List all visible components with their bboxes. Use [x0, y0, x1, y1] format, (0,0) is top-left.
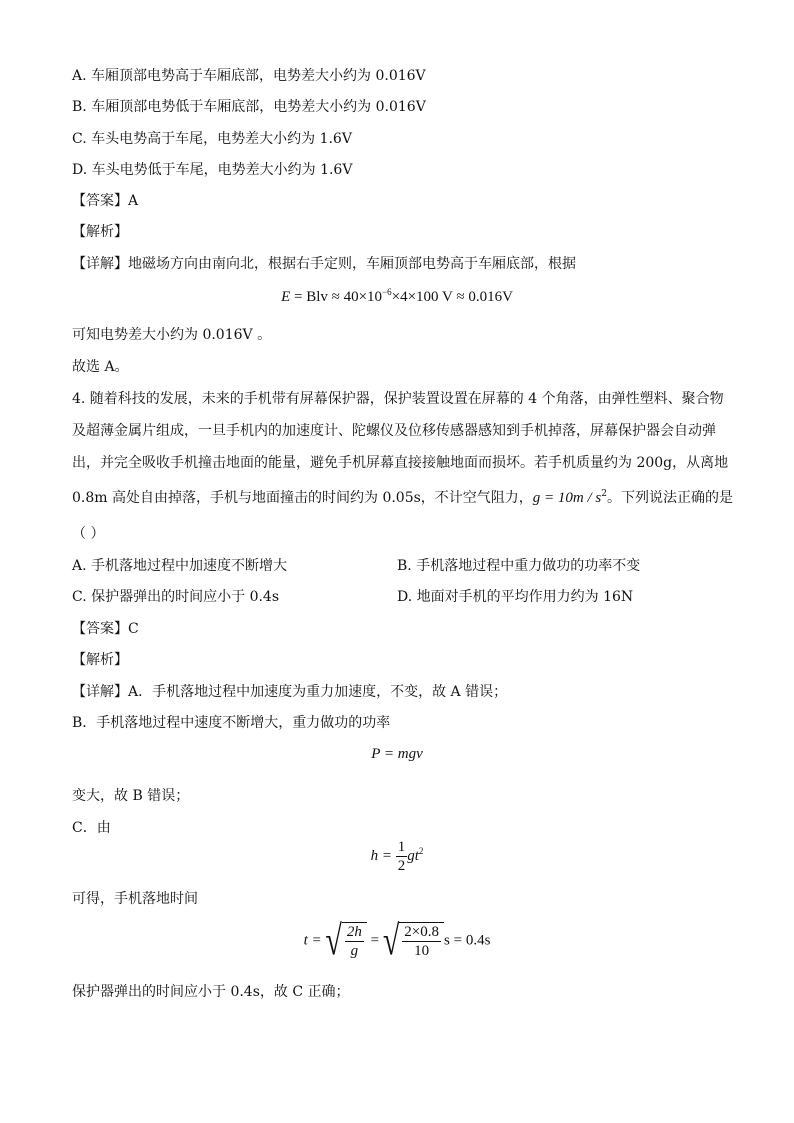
q4-line-5: （ ） [72, 526, 105, 542]
answer-q4: 【答案】C [72, 621, 139, 637]
analysis-label-q4: 【解析】 [72, 652, 128, 668]
option-d-prev: D. 车头电势低于车尾，电势差大小约为 1.6V [72, 162, 353, 178]
q4-option-a: A. 手机落地过程中加速度不断增大 [72, 558, 288, 574]
q4-line-4: 0.8m 高处自由掉落，手机与地面撞击的时间约为 0.05s，不计空气阻力，$g = 10m / s^2$。下列说法正确的是 [72, 489, 733, 506]
detail-b-q4: B．手机落地过程中速度不断增大，重力做功的功率 [72, 715, 391, 731]
q4-line-2: 及超薄金属片组成，一旦手机内的加速度计、陀螺仪及位移传感器感知到手机掉落，屏幕保护器会自动弹 [72, 423, 716, 439]
detail-a-q4: 【详解】A．手机落地过程中加速度为重力加速度，不变，故 A 错误； [72, 684, 508, 700]
conclusion-q4: 保护器弹出的时间应小于 0.4s，故 C 正确； [72, 984, 350, 1000]
formula-e: E = Blv ≈ $40\times 10^{-6}\times 4\times 100$ V ≈ 0.016V [281, 287, 513, 305]
formula-p: P = mgv [371, 746, 423, 762]
answer-prev: 【答案】A [72, 193, 139, 209]
conclusion-prev: 可知电势差大小约为 0.016V 。 [72, 327, 272, 343]
option-a-prev: A. 车厢顶部电势高于车厢底部，电势差大小约为 0.016V [72, 68, 426, 84]
q4-option-d: D. 地面对手机的平均作用力约为 16N [397, 589, 634, 605]
option-b-prev: B. 车厢顶部电势低于车厢底部，电势差大小约为 0.016V [72, 99, 426, 115]
choice-prev: 故选 A。 [72, 359, 129, 375]
formula-h: h = $\frac{1}{2}$ $gt^2$ [370, 839, 424, 874]
q4-line-1: 4. 随着科技的发展，未来的手机带有屏幕保护器，保护装置设置在屏幕的 4 个角落，由弹性塑料、聚合物 [72, 391, 724, 407]
formula-t: t = √ $\frac{2h}{g}$ = √ $\frac{2\times 0.8}{10}$ s = 0.4s [303, 917, 491, 964]
detail-c-q4: C．由 [72, 820, 111, 836]
q4-line-3: 出，并完全吸收手机撞击地面的能量，避免手机屏幕直接接触地面而损坏。若手机质量约为 200g，从离地 [72, 455, 729, 471]
after-p-q4: 变大，故 B 错误； [72, 788, 190, 804]
obtain-q4: 可得，手机落地时间 [72, 891, 198, 907]
q4-option-b: B. 手机落地过程中重力做功的功率不变 [397, 558, 641, 574]
analysis-label-prev: 【解析】 [72, 224, 128, 240]
q4-option-c: C. 保护器弹出的时间应小于 0.4s [72, 589, 280, 605]
detail-prev: 【详解】地磁场方向由南向北，根据右手定则，车厢顶部电势高于车厢底部，根据 [72, 256, 576, 272]
option-c-prev: C. 车头电势高于车尾，电势差大小约为 1.6V [72, 131, 352, 147]
